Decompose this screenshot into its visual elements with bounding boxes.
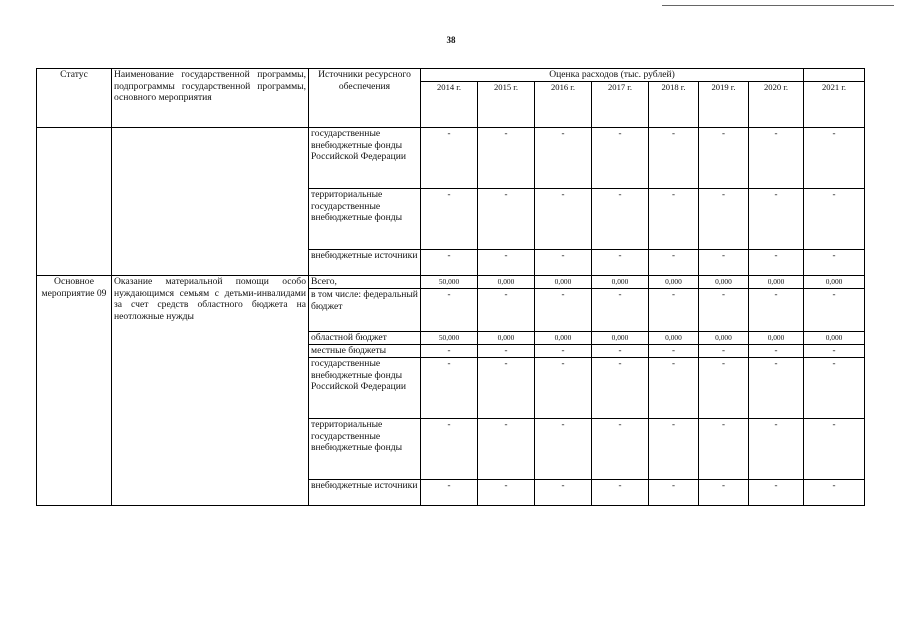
value-cell: - [699, 128, 749, 189]
value-cell: - [478, 250, 535, 276]
header-sources: Источники ресурсного обеспечения [309, 69, 421, 128]
value-cell: 0,000 [804, 276, 865, 289]
value-cell: - [421, 345, 478, 358]
value-cell: - [749, 289, 804, 332]
value-cell: - [749, 345, 804, 358]
value-cell: - [421, 128, 478, 189]
measure-name: Оказание материальной помощи особо нуждающимся семьям с детьми-инвалидами за счет средств областного бюджета на неотложные нужды [112, 276, 309, 506]
value-cell: 0,000 [649, 276, 699, 289]
value-cell: - [749, 189, 804, 250]
value-cell: - [649, 345, 699, 358]
value-cell: - [804, 358, 865, 419]
value-cell: 0,000 [749, 332, 804, 345]
value-cell: - [804, 289, 865, 332]
value-cell: - [699, 345, 749, 358]
value-cell: - [749, 358, 804, 419]
year-2021: 2021 г. [804, 82, 865, 128]
value-cell: - [478, 345, 535, 358]
value-cell: - [535, 480, 592, 506]
source-cell: областной бюджет [309, 332, 421, 345]
value-cell: 0,000 [478, 276, 535, 289]
value-cell: - [592, 419, 649, 480]
value-cell: - [804, 250, 865, 276]
value-cell: 0,000 [592, 332, 649, 345]
value-cell: - [699, 250, 749, 276]
value-cell: - [804, 480, 865, 506]
source-cell: внебюджетные источники [309, 480, 421, 506]
value-cell: - [804, 345, 865, 358]
value-cell: - [804, 128, 865, 189]
resource-table [36, 68, 865, 506]
value-cell: - [421, 189, 478, 250]
table-row [37, 128, 865, 189]
value-cell: - [592, 345, 649, 358]
value-cell: 0,000 [649, 332, 699, 345]
value-cell: - [699, 419, 749, 480]
header-estimate: Оценка расходов (тыс. рублей) [421, 69, 804, 82]
value-cell: - [421, 250, 478, 276]
value-cell: - [421, 480, 478, 506]
header-name: Наименование государственной программы, подпрограммы государственной программы, основного мероприятия [112, 69, 309, 128]
value-cell: - [421, 358, 478, 419]
value-cell: - [699, 189, 749, 250]
value-cell: 0,000 [478, 332, 535, 345]
value-cell: - [535, 358, 592, 419]
value-cell: - [749, 128, 804, 189]
value-cell: - [592, 128, 649, 189]
top-rule [662, 5, 894, 6]
value-cell: - [749, 250, 804, 276]
value-cell: - [804, 419, 865, 480]
value-cell: - [592, 480, 649, 506]
value-cell: - [478, 189, 535, 250]
year-2016: 2016 г. [535, 82, 592, 128]
value-cell: 0,000 [535, 276, 592, 289]
value-cell: - [699, 289, 749, 332]
value-cell: - [649, 128, 699, 189]
source-cell: территориальные государственные внебюджетные фонды [309, 189, 421, 250]
year-2017: 2017 г. [592, 82, 649, 128]
value-cell: 0,000 [699, 332, 749, 345]
source-cell: государственные внебюджетные фонды Российской Федерации [309, 358, 421, 419]
name-cell-empty [112, 128, 309, 276]
header-blank [804, 69, 865, 82]
value-cell: - [649, 250, 699, 276]
value-cell: - [535, 289, 592, 332]
value-cell: - [535, 250, 592, 276]
value-cell: - [749, 419, 804, 480]
value-cell: 0,000 [699, 276, 749, 289]
value-cell: 0,000 [592, 276, 649, 289]
value-cell: - [699, 358, 749, 419]
year-2018: 2018 г. [649, 82, 699, 128]
source-cell: внебюджетные источники [309, 250, 421, 276]
value-cell: - [592, 250, 649, 276]
source-cell: территориальные государственные внебюджетные фонды [309, 419, 421, 480]
value-cell: - [421, 289, 478, 332]
value-cell: - [478, 358, 535, 419]
value-cell: - [649, 289, 699, 332]
value-cell: - [478, 419, 535, 480]
page-number: 38 [446, 35, 456, 45]
header-status: Статус [37, 69, 112, 128]
year-2019: 2019 г. [699, 82, 749, 128]
value-cell: - [535, 345, 592, 358]
value-cell: - [478, 289, 535, 332]
value-cell: - [535, 128, 592, 189]
year-2015: 2015 г. [478, 82, 535, 128]
value-cell: - [535, 419, 592, 480]
value-cell: - [478, 480, 535, 506]
value-cell: - [478, 128, 535, 189]
measure-status: Основное мероприятие 09 [37, 276, 112, 506]
year-2020: 2020 г. [749, 82, 804, 128]
value-cell: 50,000 [421, 276, 478, 289]
value-cell: - [649, 480, 699, 506]
value-cell: - [804, 189, 865, 250]
source-cell: государственные внебюджетные фонды Российской Федерации [309, 128, 421, 189]
value-cell: - [649, 189, 699, 250]
status-cell-empty [37, 128, 112, 276]
source-cell: в том числе: федеральный бюджет [309, 289, 421, 332]
source-cell: Всего, [309, 276, 421, 289]
value-cell: - [592, 358, 649, 419]
value-cell: - [749, 480, 804, 506]
value-cell: 0,000 [749, 276, 804, 289]
value-cell: 0,000 [535, 332, 592, 345]
value-cell: - [592, 189, 649, 250]
table-row [37, 276, 865, 289]
value-cell: - [535, 189, 592, 250]
value-cell: 50,000 [421, 332, 478, 345]
value-cell: - [421, 419, 478, 480]
header-row [37, 69, 865, 82]
value-cell: - [649, 358, 699, 419]
value-cell: - [699, 480, 749, 506]
value-cell: - [649, 419, 699, 480]
source-cell: местные бюджеты [309, 345, 421, 358]
year-2014: 2014 г. [421, 82, 478, 128]
value-cell: 0,000 [804, 332, 865, 345]
value-cell: - [592, 289, 649, 332]
